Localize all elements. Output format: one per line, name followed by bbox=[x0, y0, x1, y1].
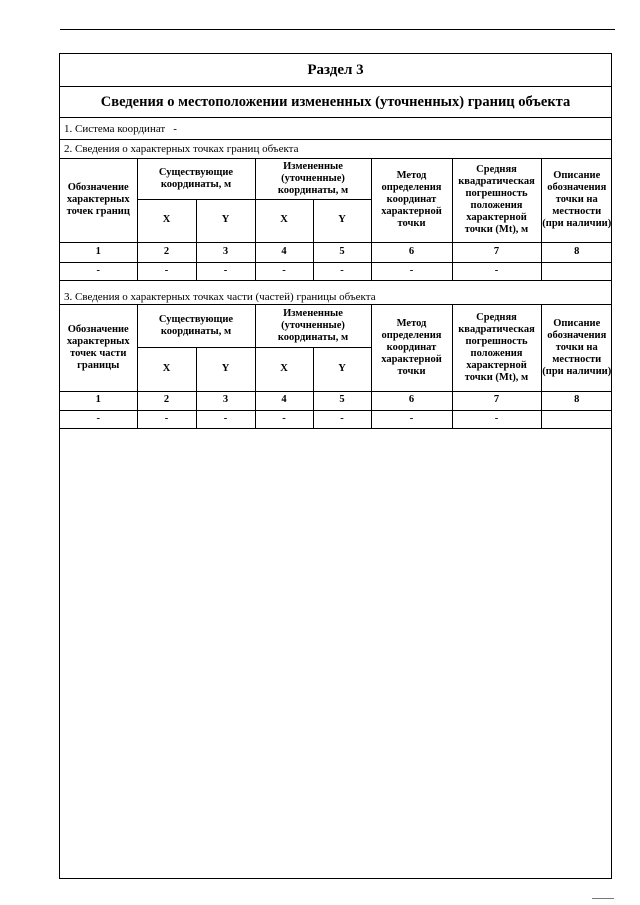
table2-header-existing-y: Y bbox=[196, 347, 255, 391]
section-title: Раздел 3 bbox=[60, 54, 611, 87]
table1-header-changed: Измененные (уточненные) координаты, м bbox=[255, 159, 371, 199]
table2-numbers-row bbox=[60, 391, 612, 410]
table2-header-description: Описание обозначения точки на местности (при наличии) bbox=[541, 305, 612, 391]
table1-col-number: 5 bbox=[313, 242, 371, 262]
table1-cell: - bbox=[255, 262, 313, 280]
table2-col-number: 2 bbox=[137, 391, 196, 410]
section-subtitle: Сведения о местоположении измененных (уточненных) границ объекта bbox=[60, 87, 611, 118]
table1-col-number: 3 bbox=[196, 242, 255, 262]
table2-cell bbox=[541, 410, 612, 428]
coordinate-system-label: 1. Система координат bbox=[64, 122, 166, 135]
table1-col-number: 8 bbox=[541, 242, 612, 262]
table1-header-rms: Средняя квадратическая погрешность положения характерной точки (Mt), м bbox=[452, 159, 541, 242]
boundary-part-points-table bbox=[60, 305, 612, 429]
bottom-mark bbox=[592, 898, 614, 899]
table2-col-number: 6 bbox=[371, 391, 452, 410]
table1-header-existing-x: X bbox=[137, 199, 196, 242]
table-row bbox=[60, 262, 612, 280]
table2-cell: - bbox=[371, 410, 452, 428]
table1-header-changed-x: X bbox=[255, 199, 313, 242]
table1-caption: 2. Сведения о характерных точках границ объекта bbox=[60, 140, 611, 159]
table2-header-changed-x: X bbox=[255, 347, 313, 391]
table2-header-changed: Измененные (уточненные) координаты, м bbox=[255, 305, 371, 347]
table2-header-row bbox=[60, 305, 612, 347]
table2-cell: - bbox=[255, 410, 313, 428]
table1-numbers-row bbox=[60, 242, 612, 262]
table1-cell: - bbox=[313, 262, 371, 280]
table2-col-number: 8 bbox=[541, 391, 612, 410]
table1-cell: - bbox=[137, 262, 196, 280]
table1-cell: - bbox=[196, 262, 255, 280]
table1-header-description: Описание обозначения точки на местности (при наличии) bbox=[541, 159, 612, 242]
table2-col-number: 4 bbox=[255, 391, 313, 410]
table2-col-number: 7 bbox=[452, 391, 541, 410]
table2-header-method: Метод определения координат характерной точки bbox=[371, 305, 452, 391]
coordinate-system-row bbox=[60, 118, 611, 140]
table2-col-number: 5 bbox=[313, 391, 371, 410]
table1-cell: - bbox=[371, 262, 452, 280]
table1-header-existing-y: Y bbox=[196, 199, 255, 242]
table2-header-existing: Существующие координаты, м bbox=[137, 305, 255, 347]
table2-header-changed-y: Y bbox=[313, 347, 371, 391]
table1-cell: - bbox=[452, 262, 541, 280]
table1-header-existing: Существующие координаты, м bbox=[137, 159, 255, 199]
coordinate-system-value: - bbox=[173, 122, 177, 135]
table1-header-method: Метод определения координат характерной точки bbox=[371, 159, 452, 242]
table2-cell: - bbox=[313, 410, 371, 428]
table2-cell: - bbox=[137, 410, 196, 428]
table1-cell: - bbox=[60, 262, 137, 280]
table1-col-number: 2 bbox=[137, 242, 196, 262]
table2-header-existing-x: X bbox=[137, 347, 196, 391]
table1-header-changed-y: Y bbox=[313, 199, 371, 242]
table2-cell: - bbox=[60, 410, 137, 428]
table1-cell bbox=[541, 262, 612, 280]
table1-col-number: 7 bbox=[452, 242, 541, 262]
table-row bbox=[60, 410, 612, 428]
table2-cell: - bbox=[196, 410, 255, 428]
table1-header-designation: Обозначение характерных точек границ bbox=[60, 159, 137, 242]
top-rule bbox=[60, 29, 615, 30]
section-frame bbox=[59, 53, 612, 879]
table1-col-number: 1 bbox=[60, 242, 137, 262]
boundary-points-table bbox=[60, 159, 612, 281]
table1-col-number: 6 bbox=[371, 242, 452, 262]
table1-col-number: 4 bbox=[255, 242, 313, 262]
table2-header-rms: Средняя квадратическая погрешность положения характерной точки (Mt), м bbox=[452, 305, 541, 391]
table2-col-number: 1 bbox=[60, 391, 137, 410]
table1-header-row bbox=[60, 159, 612, 199]
table2-cell: - bbox=[452, 410, 541, 428]
table2-col-number: 3 bbox=[196, 391, 255, 410]
table2-header-designation: Обозначение характерных точек части границы bbox=[60, 305, 137, 391]
table2-caption: 3. Сведения о характерных точках части (частей) границы объекта bbox=[60, 290, 611, 305]
